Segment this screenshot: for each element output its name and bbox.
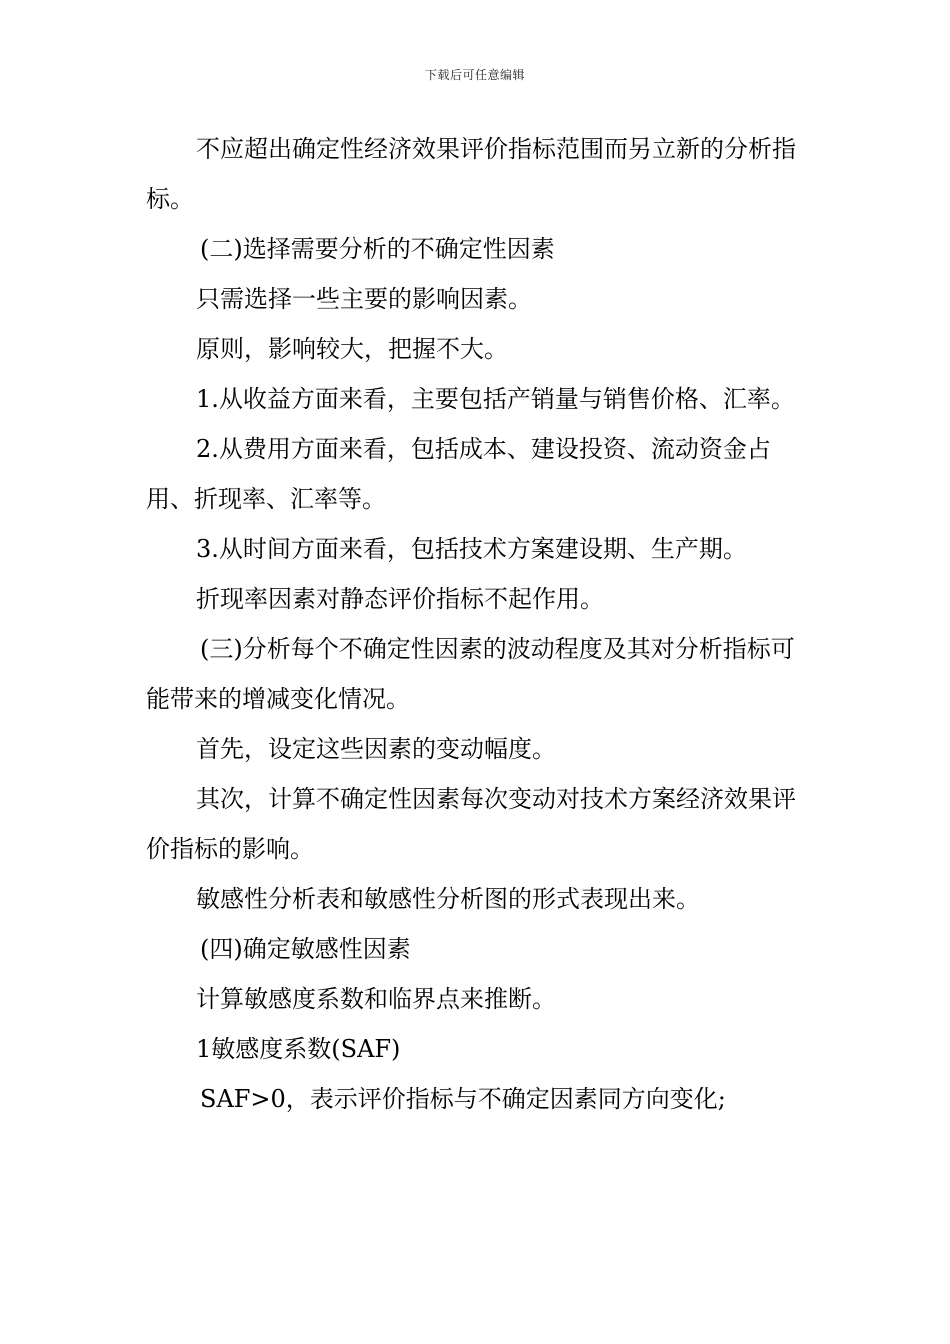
paragraph: 计算敏感度系数和临界点来推断。	[196, 985, 556, 1013]
document-body	[146, 124, 816, 1124]
list-item: 2.从费用方面来看，包括成本、建设投资、流动资金占用、折现率、汇率等。	[146, 435, 771, 513]
paragraph: 折现率因素对静态评价指标不起作用。	[196, 585, 604, 613]
section-heading: (三)分析每个不确定性因素的波动程度及其对分析指标可能带来的增减变化情况。	[146, 635, 795, 713]
paragraph: 首先，设定这些因素的变动幅度。	[196, 735, 556, 763]
paragraph: 其次，计算不确定性因素每次变动对技术方案经济效果评价指标的影响。	[146, 785, 796, 863]
section-heading: (二)选择需要分析的不确定性因素	[200, 235, 555, 263]
list-item: 1.从收益方面来看，主要包括产销量与销售价格、汇率。	[196, 385, 795, 413]
page-header: 下载后可任意编辑	[424, 68, 525, 82]
list-item: 3.从时间方面来看，包括技术方案建设期、生产期。	[196, 535, 747, 563]
section-heading: (四)确定敏感性因素	[200, 935, 411, 963]
paragraph: SAF>0，表示评价指标与不确定因素同方向变化;	[200, 1085, 726, 1113]
sub-heading: 1敏感度系数(SAF)	[196, 1035, 401, 1063]
paragraph: 不应超出确定性经济效果评价指标范围而另立新的分析指标。	[146, 135, 796, 213]
paragraph: 原则，影响较大，把握不大。	[196, 335, 508, 363]
paragraph: 只需选择一些主要的影响因素。	[196, 285, 532, 313]
paragraph: 敏感性分析表和敏感性分析图的形式表现出来。	[196, 885, 700, 913]
